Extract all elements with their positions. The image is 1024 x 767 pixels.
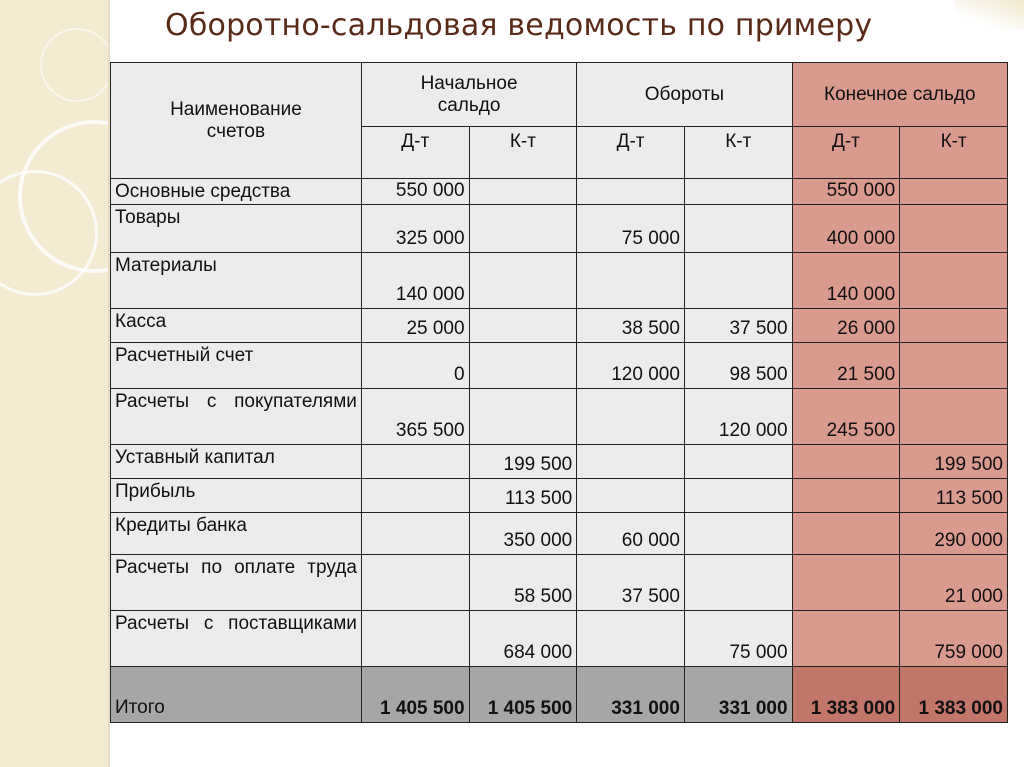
turnover-debit-cell [577,479,685,513]
header-turnover-debit: Д-т [577,127,685,179]
table-row [111,389,1008,445]
turnover-credit-cell [684,205,792,253]
row-account-name: Кредиты банка [111,513,362,555]
turnover-credit-cell: 98 500 [684,343,792,389]
header-turnover: Обороты [577,63,792,127]
header-closing-debit: Д-т [792,127,900,179]
turnover-debit-cell: 75 000 [577,205,685,253]
closing-credit-cell: 21 000 [900,555,1008,611]
opening-debit-cell [361,611,469,667]
turnover-debit-cell [577,389,685,445]
turnover-debit-cell: 38 500 [577,309,685,343]
row-account-name: Прибыль [111,479,362,513]
row-account-name: Материалы [111,253,362,309]
closing-credit-cell: 759 000 [900,611,1008,667]
total-opening-debit: 1 405 500 [361,667,469,723]
header-closing-balance: Конечное сальдо [792,63,1007,127]
opening-credit-cell [469,343,577,389]
opening-debit-cell: 325 000 [361,205,469,253]
row-account-name: Основные средства [111,179,362,205]
turnover-credit-cell [684,479,792,513]
closing-debit-cell: 21 500 [792,343,900,389]
closing-credit-cell: 290 000 [900,513,1008,555]
closing-debit-cell: 550 000 [792,179,900,205]
opening-debit-cell [361,445,469,479]
opening-credit-cell [469,309,577,343]
opening-credit-cell [469,205,577,253]
closing-debit-cell [792,555,900,611]
turnover-credit-cell [684,555,792,611]
closing-debit-cell: 140 000 [792,253,900,309]
closing-credit-cell [900,179,1008,205]
slide-title: Оборотно-сальдовая ведомость по примеру [165,8,873,43]
header-opening-credit: К-т [469,127,577,179]
total-closing-credit: 1 383 000 [900,667,1008,723]
turnover-credit-cell: 75 000 [684,611,792,667]
opening-debit-cell: 550 000 [361,179,469,205]
opening-credit-cell [469,253,577,309]
total-opening-credit: 1 405 500 [469,667,577,723]
row-account-name: Товары [111,205,362,253]
turnover-debit-cell: 120 000 [577,343,685,389]
closing-debit-cell [792,513,900,555]
total-row [111,667,1008,723]
closing-debit-cell: 26 000 [792,309,900,343]
turnover-credit-cell [684,253,792,309]
header-account-name: Наименование счетов [111,63,362,179]
table-row [111,253,1008,309]
row-account-name: Расчеты по оплате труда [111,555,362,611]
turnover-credit-cell [684,179,792,205]
closing-debit-cell [792,611,900,667]
turnover-debit-cell [577,611,685,667]
total-label: Итого [111,667,362,723]
opening-debit-cell: 25 000 [361,309,469,343]
header-opening-balance: Начальное сальдо [361,63,576,127]
table-row [111,555,1008,611]
total-turnover-debit: 331 000 [577,667,685,723]
total-turnover-credit: 331 000 [684,667,792,723]
header-opening-debit: Д-т [361,127,469,179]
decorative-corner [954,0,1024,30]
table-row [111,179,1008,205]
closing-credit-cell [900,389,1008,445]
opening-credit-cell: 350 000 [469,513,577,555]
closing-credit-cell: 199 500 [900,445,1008,479]
decorative-ring [40,28,114,102]
header-turnover-credit: К-т [684,127,792,179]
opening-credit-cell: 199 500 [469,445,577,479]
opening-debit-cell: 365 500 [361,389,469,445]
opening-credit-cell: 684 000 [469,611,577,667]
table-row [111,445,1008,479]
turnover-debit-cell [577,445,685,479]
opening-debit-cell [361,513,469,555]
turnover-credit-cell: 120 000 [684,389,792,445]
trial-balance-table [110,62,1008,723]
turnover-debit-cell [577,253,685,309]
opening-debit-cell: 0 [361,343,469,389]
turnover-credit-cell [684,445,792,479]
opening-debit-cell [361,555,469,611]
row-account-name: Расчеты с покупателями [111,389,362,445]
row-account-name: Уставный капитал [111,445,362,479]
closing-debit-cell [792,479,900,513]
turnover-credit-cell: 37 500 [684,309,792,343]
table-row [111,611,1008,667]
row-account-name: Касса [111,309,362,343]
header-closing-credit: К-т [900,127,1008,179]
closing-debit-cell: 400 000 [792,205,900,253]
opening-debit-cell: 140 000 [361,253,469,309]
turnover-debit-cell [577,179,685,205]
table-row [111,205,1008,253]
closing-debit-cell [792,445,900,479]
row-account-name: Расчеты с поставщиками [111,611,362,667]
opening-credit-cell: 113 500 [469,479,577,513]
opening-credit-cell [469,389,577,445]
table-row [111,513,1008,555]
turnover-debit-cell: 37 500 [577,555,685,611]
table-row [111,309,1008,343]
closing-credit-cell [900,253,1008,309]
turnover-credit-cell [684,513,792,555]
opening-debit-cell [361,479,469,513]
closing-credit-cell [900,309,1008,343]
turnover-debit-cell: 60 000 [577,513,685,555]
opening-credit-cell [469,179,577,205]
table-row [111,479,1008,513]
closing-credit-cell: 113 500 [900,479,1008,513]
total-closing-debit: 1 383 000 [792,667,900,723]
closing-credit-cell [900,205,1008,253]
table-row [111,343,1008,389]
closing-debit-cell: 245 500 [792,389,900,445]
decorative-side-band [0,0,110,767]
row-account-name: Расчетный счет [111,343,362,389]
opening-credit-cell: 58 500 [469,555,577,611]
closing-credit-cell [900,343,1008,389]
